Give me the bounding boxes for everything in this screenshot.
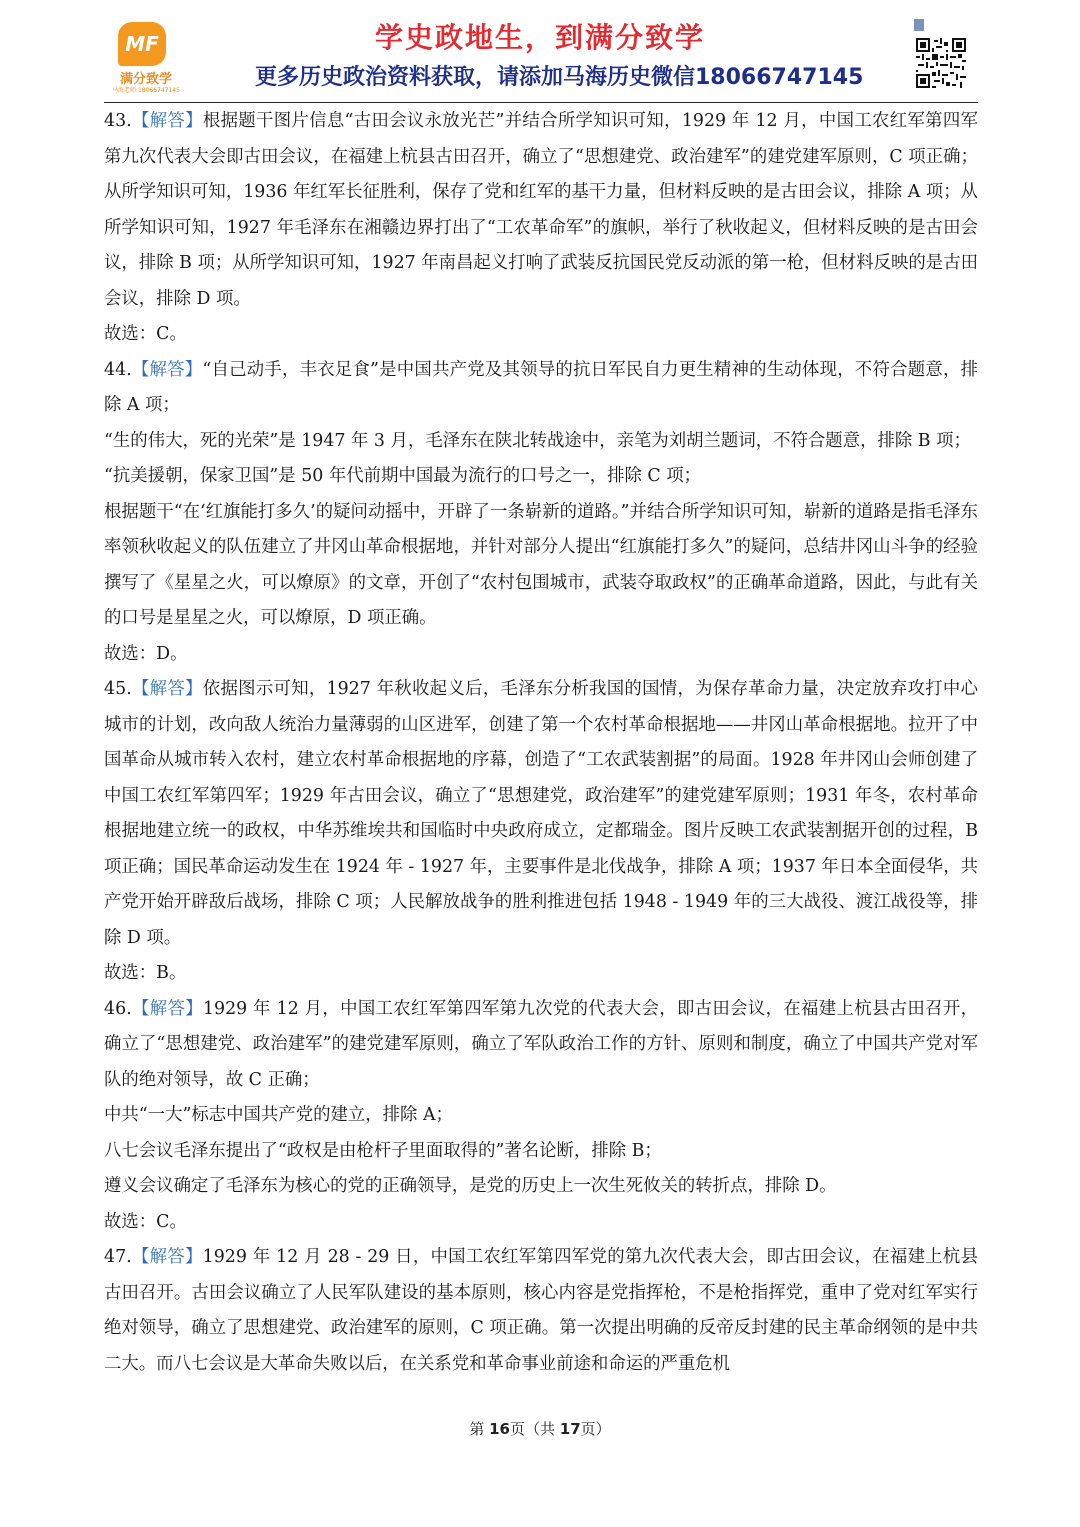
answer-tag: 【解答】 <box>131 359 203 380</box>
answer-paragraph <box>104 992 978 1099</box>
answer-conclusion: 故选：C。 <box>104 1211 187 1232</box>
answer-paragraph: 中共“一大”标志中国共产党的建立，排除 A； <box>104 1105 453 1125</box>
logo-badge: MF <box>118 22 166 66</box>
answer-text: 1929 年 12 月，中国工农红军第四军第九次党的代表大会，即古田会议，在福建上杭县古田召开，确立了“思想建党、政治建军”的建党建军原则，确立了军队政治工作的方针、原则和制度，确立了中国共产党对军队的绝对领导，故 C 正确； <box>104 998 978 1090</box>
header-slogan: 学史政地生，到满分致学 <box>374 21 705 54</box>
answer-text: 依据图示可知，1927 年秋收起义后，毛泽东分析我国的国情，为保存革命力量，决定放弃攻打中心城市的计划，改向敌人统治力量薄弱的山区进军，创建了第一个农村革命根据地——井冈山革命根据地。拉开了中国革命从城市转入农村，建立农村革命根据地的序幕，创造了“工农武装割据”的局面。1928 年井冈山会师创建了中国工农红军第四军；1929 年古田会议，确立了“思想建党，政治建军”的建党建军原则；1931 年冬，农村革命根据地建立统一的政权，中华苏维埃共和国临时中央政府成立，定都瑞金。图片反映工农武装割据开创的过程，B 项正确；国民革命运动发生在 1924 年 - 1927 年，主要事件是北伐战争，排除 A 项；1937 年日本全面侵华，共产党开始开辟敌后战场，排除 C 项；人民解放战争的胜利推进包括 1948 - 1949 年的三大战役、渡江战役等，排除 D 项。 <box>104 679 978 948</box>
answer-tag: 【解答】 <box>131 998 203 1019</box>
page-header <box>0 0 1080 104</box>
answer-paragraph: 根据题干“在‘红旗能打多久’的疑问动摇中，开辟了一条崭新的道路。”并结合所学知识可知，崭新的道路是指毛泽东率领秋收起义的队伍建立了井冈山革命根据地，并针对部分人提出“红旗能打多久”的疑问，总结井冈山斗争的经验撰写了《星星之火，可以燎原》的文章，开创了“农村包围城市，武装夺取政权”的正确革命道路，因此，与此有关的口号是星星之火，可以燎原，D 项正确。 <box>104 501 978 628</box>
qr-code-icon <box>916 38 966 88</box>
page-footer <box>0 1418 1080 1439</box>
answer-text: 根据题干图片信息“古田会议永放光芒”并结合所学知识可知，1929 年 12 月，中国工农红军第四军第九次代表大会即古田会议，在福建上杭县古田召开，确立了“思想建党、政治建军”的建党建军原则，C 项正确；从所学知识可知，1936 年红军长征胜利，保存了党和红军的基干力量，但材料反映的是古田会议，排除 A 项；从所学知识可知，1927 年毛泽东在湘赣边界打出了“工农革命军”的旗帜，举行了秋收起义，但材料反映的是古田会议，排除 B 项；从所学知识可知，1927 年南昌起义打响了武装反抗国民党反动派的第一枪，但材料反映的是古田会议，排除 D 项。 <box>104 111 978 309</box>
answer-44 <box>104 353 978 673</box>
footer-middle: 页（共 <box>509 1420 560 1438</box>
footer-suffix: 页） <box>580 1420 611 1438</box>
answer-conclusion: 故选：D。 <box>104 643 188 664</box>
answer-45 <box>104 672 978 992</box>
answer-conclusion: 故选：C。 <box>104 324 187 344</box>
header-divider <box>104 102 978 103</box>
answer-paragraph <box>104 1240 978 1382</box>
header-contact: 更多历史政治资料获取，请添加马海历史微信18066747145 <box>255 65 864 90</box>
question-number: 45. <box>104 679 132 699</box>
answer-conclusion: 故选：B。 <box>104 963 187 983</box>
answer-text: 1929 年 12 月 28 - 29 日，中国工农红军第四军党的第九次代表大会，即古田会议，在福建上杭县古田召开。古田会议确立了人民军队建设的基本原则，核心内容是党指挥枪，不是枪指挥党，重申了党对红军实行绝对领导，确立了思想建党、政治建军的原则，C 项正确。第一次提出明确的反帝反封建的民主革命纲领的是中共二大。而八七会议是大革命失败以后，在关系党和革命事业前途和命运的严重危机 <box>104 1247 978 1374</box>
logo-subtitle: 马海老师 18066747145 <box>112 87 180 94</box>
answers-content <box>104 104 978 1382</box>
answer-tag: 【解答】 <box>131 111 203 131</box>
footer-prefix: 第 <box>469 1420 490 1438</box>
answer-paragraph: “生的伟大，死的光荣”是 1947 年 3 月，毛泽东在陕北转战途中，亲笔为刘胡兰题词，不符合题意，排除 B 项； <box>104 430 971 451</box>
qr-caption <box>914 18 966 32</box>
brand-logo <box>112 22 180 92</box>
answer-47 <box>104 1240 978 1382</box>
answer-tag: 【解答】 <box>131 1247 203 1267</box>
answer-paragraph: “抗美援朝，保家卫国”是 50 年代前期中国最为流行的口号之一，排除 C 项； <box>104 466 702 486</box>
answer-paragraph <box>104 672 978 956</box>
answer-paragraph: 八七会议毛泽东提出了“政权是由枪杆子里面取得的”著名论断，排除 B； <box>104 1140 662 1161</box>
answer-tag: 【解答】 <box>131 679 203 699</box>
question-number: 46. <box>104 998 132 1019</box>
answer-paragraph <box>104 353 978 424</box>
question-number: 44. <box>104 359 132 380</box>
answer-text: “自己动手，丰衣足食”是中国共产党及其领导的抗日军民自力更生精神的生动体现，不符合题意，排除 A 项； <box>104 359 978 415</box>
question-number: 43. <box>104 111 132 131</box>
question-number: 47. <box>104 1247 132 1267</box>
answer-paragraph <box>104 104 978 317</box>
logo-name: 满分致学 <box>119 72 172 87</box>
answer-43 <box>104 104 978 353</box>
total-pages: 17 <box>559 1420 581 1438</box>
answer-46 <box>104 992 978 1241</box>
answer-paragraph: 遵义会议确定了毛泽东为核心的党的正确领导，是党的历史上一次生死攸关的转折点，排除 D。 <box>104 1176 837 1196</box>
current-page-number: 16 <box>489 1420 510 1438</box>
